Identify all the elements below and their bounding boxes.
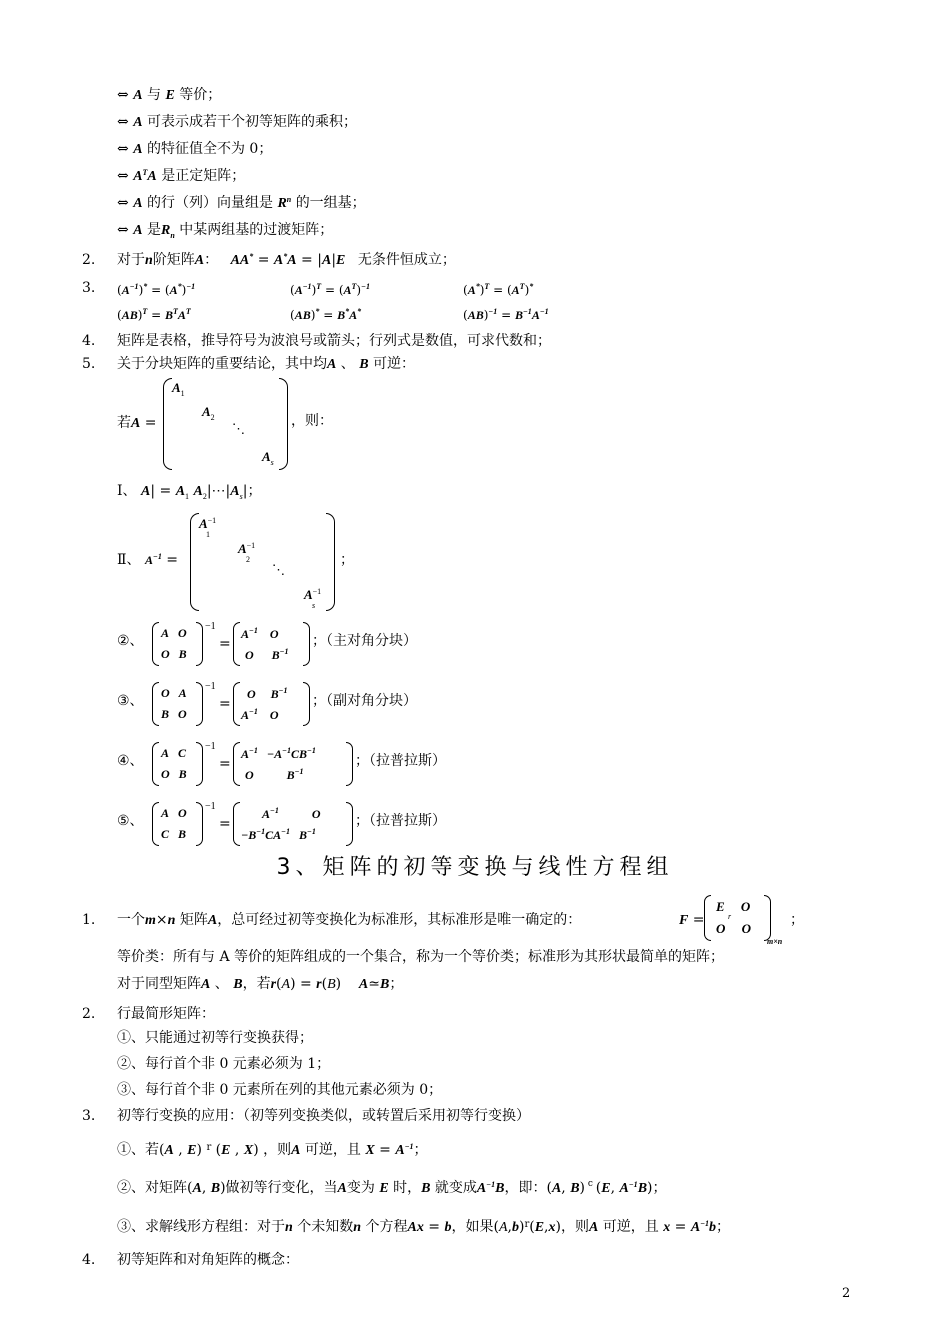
matrix-entry: O B: [161, 647, 187, 661]
result-1: Ⅰ、 $A| = A_1$ $A_2|\cdots|A_s|$；: [117, 483, 262, 501]
case-5-note: ；（拉普拉斯）: [355, 813, 446, 829]
matrix-right-paren: [346, 742, 353, 786]
matrix-entry: $A_s$: [262, 449, 274, 467]
block-diag-trail: ，则：: [291, 413, 333, 429]
item-5-number: 5.: [82, 356, 96, 372]
s3-item-2-line-3: ③、每行首个非 0 元素所在列的其他元素必须为 0；: [117, 1082, 443, 1098]
inverse-exponent: −1: [205, 801, 216, 812]
page-number: 2: [842, 1286, 851, 1301]
s3-item-1-text: 一个m×n 矩阵A，总可经过初等变换化为标准形，其标准形是唯一确定的：: [117, 912, 582, 928]
s3-item-2-head: 行最简形矩阵：: [117, 1006, 215, 1022]
matrix-entry: A O: [161, 626, 187, 640]
matrix-entry: O $B^{-1}$: [247, 686, 288, 701]
equiv-line-5: ⇔ A 的行（列）向量组是 $R^n$ 的一组基；: [117, 195, 366, 211]
standard-form-lead: F =: [679, 912, 705, 928]
matrix-dots: ⋱: [232, 422, 245, 437]
equals-sign: =: [219, 756, 231, 772]
matrix-entry: $A^{-1}$: [304, 587, 322, 602]
matrix-entry: $A^{-1}$: [238, 541, 256, 556]
matrix-left-paren: [152, 802, 159, 846]
item-2-number: 2.: [82, 252, 96, 268]
item-4-text: 矩阵是表格，推导符号为波浪号或箭头；行列式是数值，可求代数和；: [117, 333, 551, 349]
case-5-label: ⑤、: [117, 813, 144, 829]
s3-item-2-line-1: ①、只能通过初等行变换获得；: [117, 1030, 313, 1046]
s3-item-1-line-3: 对于同型矩阵A 、 B，若r(A) = r(B) A≃B；: [117, 976, 404, 992]
matrix-right-paren: [326, 513, 335, 611]
matrix-entry: $A^{-1}$: [199, 516, 217, 531]
equiv-line-2: ⇔ A 可表示成若干个初等矩阵的乘积；: [117, 114, 357, 130]
matrix-left-paren: [233, 682, 240, 726]
matrix-right-paren: [303, 682, 310, 726]
matrix-right-paren: [764, 895, 771, 941]
result-2-lead: Ⅱ、 $A^{-1}$ =: [117, 552, 179, 568]
equiv-line-6: ⇔ A 是$R_n$ 中某两组基的过渡矩阵；: [117, 222, 334, 240]
matrix-right-paren: [196, 682, 203, 726]
inverse-exponent: −1: [205, 741, 216, 752]
matrix-entry-index: 2: [246, 555, 250, 564]
matrix-left-paren: [704, 895, 711, 941]
case-4-label: ④、: [117, 753, 144, 769]
s3-item-4-number: 4.: [82, 1252, 96, 1268]
s3-item-3-number: 3.: [82, 1108, 96, 1124]
matrix-right-paren: [196, 802, 203, 846]
matrix-entry: O O: [716, 921, 752, 936]
case-2-label: ②、: [117, 633, 144, 649]
matrix-size-subscript: m×n: [767, 937, 783, 946]
matrix-right-paren: [196, 622, 203, 666]
equiv-line-1: ⇔ A 与 E 等价；: [117, 87, 222, 103]
matrix-entry: B O: [161, 707, 187, 721]
s3-item-3-line-3: ③、求解线形方程组：对于n 个未知数n 个方程Ax = b，如果$(A,b)^r(E,x)$，则A 可逆，且 $x = A^{-1}b$；: [117, 1219, 731, 1235]
matrix-left-paren: [233, 802, 240, 846]
case-2-note: ；（主对角分块）: [312, 633, 417, 649]
formula-product-transpose: $(AB)^T = B^TA^T$: [117, 307, 191, 322]
matrix-entry-index: r: [728, 912, 732, 921]
block-diag-lead: 若A =: [117, 415, 157, 431]
s3-item-3-line-1: ①、若(A , E) $^r$ (E , X) ，则A 可逆，且 $X = A^{-1}$；: [117, 1142, 428, 1158]
item-5-text: 关于分块矩阵的重要结论，其中均A 、 B 可逆：: [117, 356, 416, 372]
s3-item-2-number: 2.: [82, 1006, 96, 1022]
matrix-left-paren: [233, 742, 240, 786]
s3-item-3-head: 初等行变换的应用：（初等列变换类似，或转置后采用初等行变换）: [117, 1108, 530, 1124]
case-3-label: ③、: [117, 693, 144, 709]
matrix-left-paren: [152, 742, 159, 786]
matrix-entry: $-B^{-1}CA^{-1}$ $B^{-1}$: [241, 827, 316, 842]
case-3-note: ；（副对角分块）: [312, 693, 417, 709]
formula-product-inverse: $(AB)^{-1} = B^{-1}A^{-1}$: [463, 307, 549, 322]
formula-inverse-transpose: $(A^{-1})^T = (A^T)^{-1}$: [290, 282, 370, 297]
inverse-exponent: −1: [205, 621, 216, 632]
item-3-number: 3.: [82, 280, 96, 296]
matrix-entry: O $B^{-1}$: [245, 767, 304, 782]
matrix-left-paren: [190, 513, 199, 611]
section-3-title: 3、矩阵的初等变换与线性方程组: [276, 855, 674, 880]
matrix-entry: $A^{-1}$ O: [241, 626, 279, 641]
equiv-line-4: ⇔ $A^TA$ 是正定矩阵；: [117, 168, 246, 184]
matrix-entry: $A^{-1} -A^{-1}CB^{-1}$: [241, 746, 316, 761]
matrix-right-paren: [196, 742, 203, 786]
matrix-left-paren: [163, 378, 172, 470]
matrix-entry: E O: [716, 899, 751, 914]
formula-inverse-adjoint: $(A^{-1})^* = (A^*)^{-1}$: [117, 282, 196, 297]
result-2-trail: ；: [340, 552, 354, 568]
matrix-right-paren: [279, 378, 288, 470]
case-4-note: ；（拉普拉斯）: [355, 753, 446, 769]
s3-item-4-text: 初等矩阵和对角矩阵的概念：: [117, 1252, 299, 1268]
matrix-entry: A C: [161, 746, 187, 760]
matrix-dots: ⋱: [272, 563, 285, 578]
equals-sign: =: [219, 816, 231, 832]
matrix-right-paren: [346, 802, 353, 846]
matrix-entry: O $B^{-1}$: [245, 647, 289, 662]
s3-item-3-line-2: ②、对矩阵(A, B)做初等行变化，当A变为 E 时，B 就变成$A^{-1}B$，即：(A, B) $^c$ (E, $A^{-1}B$)；: [117, 1179, 667, 1196]
s3-item-1-line-2: 等价类：所有与 A 等价的矩阵组成的一个集合，称为一个等价类；标准形为其形状最简单的矩阵；: [117, 949, 725, 965]
s3-item-1-end: ；: [790, 912, 804, 928]
matrix-entry: C B: [161, 827, 187, 841]
equiv-line-3: ⇔ A 的特征值全不为 0；: [117, 141, 273, 157]
matrix-entry: $A_2$: [202, 404, 215, 422]
matrix-left-paren: [152, 622, 159, 666]
s3-item-1-number: 1.: [82, 912, 96, 928]
matrix-left-paren: [152, 682, 159, 726]
matrix-entry: $A^{-1}$ O: [262, 806, 321, 821]
s3-item-2-line-2: ②、每行首个非 0 元素必须为 1；: [117, 1056, 331, 1072]
inverse-exponent: −1: [205, 681, 216, 692]
matrix-entry: $A^{-1}$ O: [241, 707, 279, 722]
item-4-number: 4.: [82, 333, 96, 349]
equals-sign: =: [219, 696, 231, 712]
formula-product-adjoint: (AB)* = B*A*: [290, 307, 362, 322]
matrix-left-paren: [233, 622, 240, 666]
item-2-text: 对于n阶矩阵A： AA* = A*A = |A|E 无条件恒成立；: [117, 252, 456, 268]
matrix-entry: $A_1$: [172, 380, 185, 398]
equals-sign: =: [219, 636, 231, 652]
formula-adjoint-transpose: $(A^*)^T = (A^T)^*$: [463, 282, 534, 297]
matrix-entry: O A: [161, 686, 187, 700]
matrix-entry-index: s: [312, 601, 316, 610]
matrix-right-paren: [303, 622, 310, 666]
matrix-entry: O B: [161, 767, 187, 781]
matrix-entry-index: 1: [206, 530, 210, 539]
matrix-entry: A O: [161, 806, 187, 820]
